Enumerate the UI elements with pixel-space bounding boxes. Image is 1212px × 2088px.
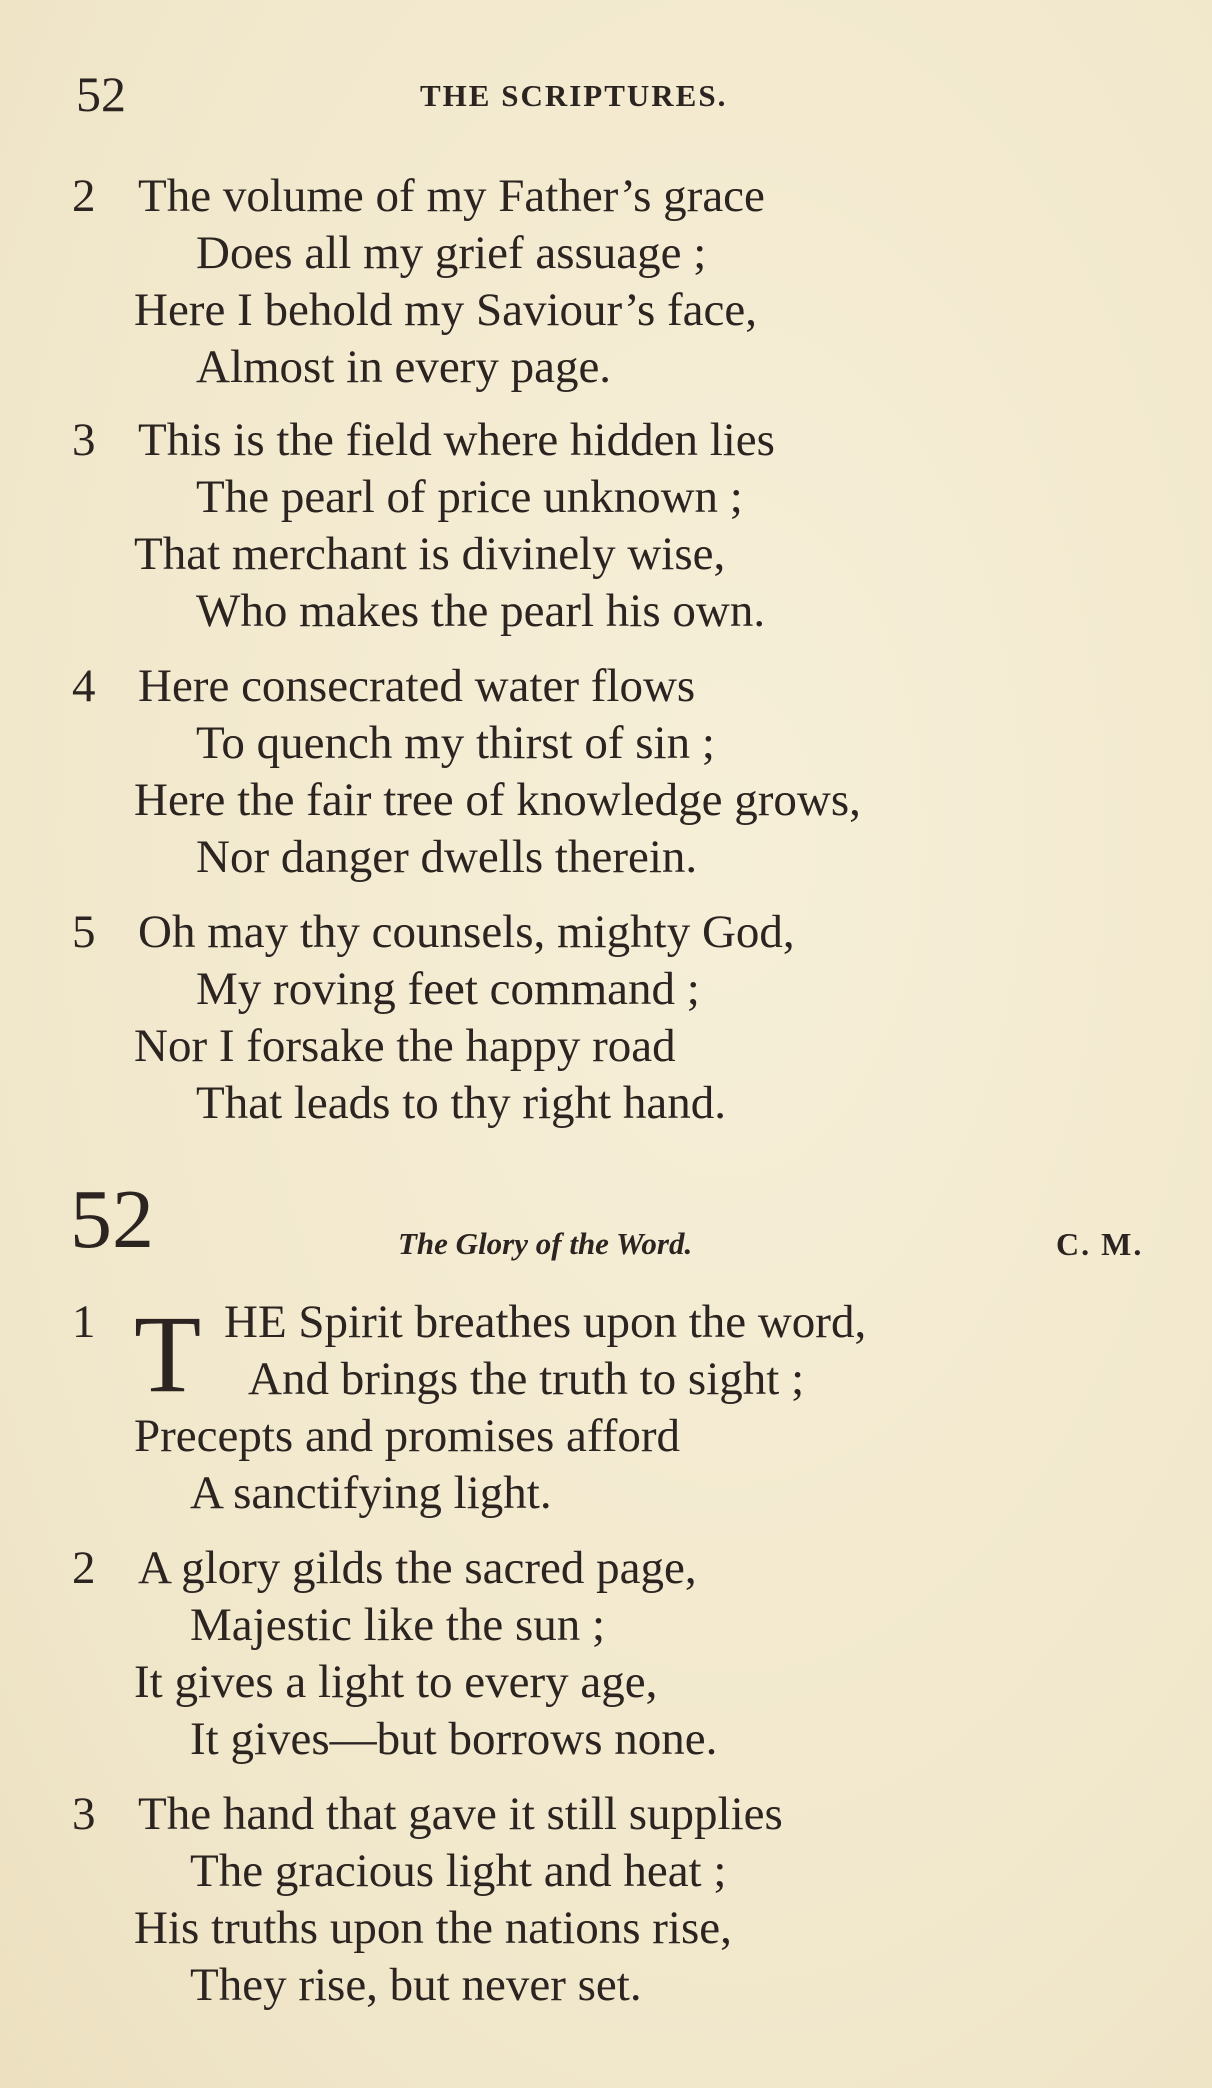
verse-line: [72, 772, 861, 829]
verse-line: [72, 961, 795, 1018]
verse-line: [72, 282, 765, 339]
verse-line: [72, 1351, 866, 1408]
verse-line: [72, 1711, 717, 1768]
hymn-title: The Glory of the Word.: [398, 1226, 693, 1261]
page-header: [76, 64, 1136, 124]
verse-line: [72, 1294, 866, 1351]
line-text: Oh may thy counsels, mighty God,: [138, 906, 795, 958]
verse-line: [72, 412, 775, 469]
line-text: They rise, but never set.: [190, 1959, 642, 2011]
verse-line: [72, 1957, 783, 2014]
hymn-stanza-3: [72, 1786, 783, 2014]
verse-line: [72, 583, 775, 640]
verse-line: [72, 526, 775, 583]
verse-line: [72, 1786, 783, 1843]
line-text: Majestic like the sun ;: [190, 1599, 606, 1651]
line-text: To quench my thirst of sin ;: [196, 717, 715, 769]
verse-line: [72, 1843, 783, 1900]
line-text: A glory gilds the sacred page,: [138, 1542, 697, 1594]
stanza-number: 3: [72, 1788, 96, 1840]
verse-line: [72, 715, 861, 772]
stanza-prev-3: [72, 412, 775, 640]
line-text: Precepts and promises afford: [134, 1410, 681, 1462]
verse-line: [72, 1540, 717, 1597]
verse-line: [72, 1465, 866, 1522]
stanza-prev-4: [72, 658, 861, 886]
verse-line: [72, 829, 861, 886]
verse-line: [72, 469, 775, 526]
line-text: Who makes the pearl his own.: [196, 585, 766, 637]
verse-line: [72, 1408, 866, 1465]
drop-cap: T: [134, 1293, 202, 1415]
running-head: THE SCRIPTURES.: [420, 78, 728, 113]
line-text: Nor I forsake the happy road: [134, 1020, 676, 1072]
line-text: It gives—but borrows none.: [190, 1713, 718, 1765]
verse-line: [72, 339, 765, 396]
stanza-number: 2: [72, 170, 96, 222]
line-text: The volume of my Father’s grace: [138, 170, 765, 222]
line-text: That leads to thy right hand.: [196, 1077, 726, 1129]
line-text: Does all my grief assuage ;: [196, 227, 707, 279]
verse-line: [72, 904, 795, 961]
stanza-number: 2: [72, 1542, 96, 1594]
stanza-number: 4: [72, 660, 96, 712]
line-text: Nor danger dwells therein.: [196, 831, 698, 883]
line-text: Here the fair tree of knowledge grows,: [134, 774, 861, 826]
hymn-stanza-1: [72, 1294, 866, 1522]
verse-line: [72, 1654, 717, 1711]
line-text: My roving feet command ;: [196, 963, 700, 1015]
stanza-prev-5: [72, 904, 795, 1132]
line-text: The gracious light and heat ;: [190, 1845, 727, 1897]
line-text: This is the field where hidden lies: [138, 414, 775, 466]
verse-line: [72, 1018, 795, 1075]
stanza-number: 5: [72, 906, 96, 958]
line-text: The hand that gave it still supplies: [138, 1788, 783, 1840]
stanza-number: 3: [72, 414, 96, 466]
line-text: Here consecrated water flows: [138, 660, 696, 712]
line-text: It gives a light to every age,: [134, 1656, 658, 1708]
hymn-stanza-2: [72, 1540, 717, 1768]
hymn-meter: C. M.: [1056, 1226, 1144, 1262]
line-text: That merchant is divinely wise,: [134, 528, 726, 580]
verse-line: [72, 1597, 717, 1654]
line-text: Almost in every page.: [196, 341, 612, 393]
verse-line: [72, 658, 861, 715]
line-text: And brings the truth to sight ;: [248, 1353, 805, 1405]
verse-line: [72, 168, 765, 225]
line-text: Here I behold my Saviour’s face,: [134, 284, 757, 336]
line-text: HE Spirit breathes upon the word,: [224, 1296, 867, 1348]
verse-line: [72, 1900, 783, 1957]
line-text: His truths upon the nations rise,: [134, 1902, 732, 1954]
line-text: A sanctifying light.: [190, 1467, 552, 1519]
stanza-number: 1: [72, 1296, 96, 1348]
verse-line: [72, 225, 765, 282]
line-text: The pearl of price unknown ;: [196, 471, 743, 523]
page-number: 52: [76, 66, 126, 122]
hymn-number: 52: [70, 1173, 154, 1266]
hymn-heading: [70, 1170, 1170, 1280]
stanza-prev-2: [72, 168, 765, 396]
verse-line: [72, 1075, 795, 1132]
